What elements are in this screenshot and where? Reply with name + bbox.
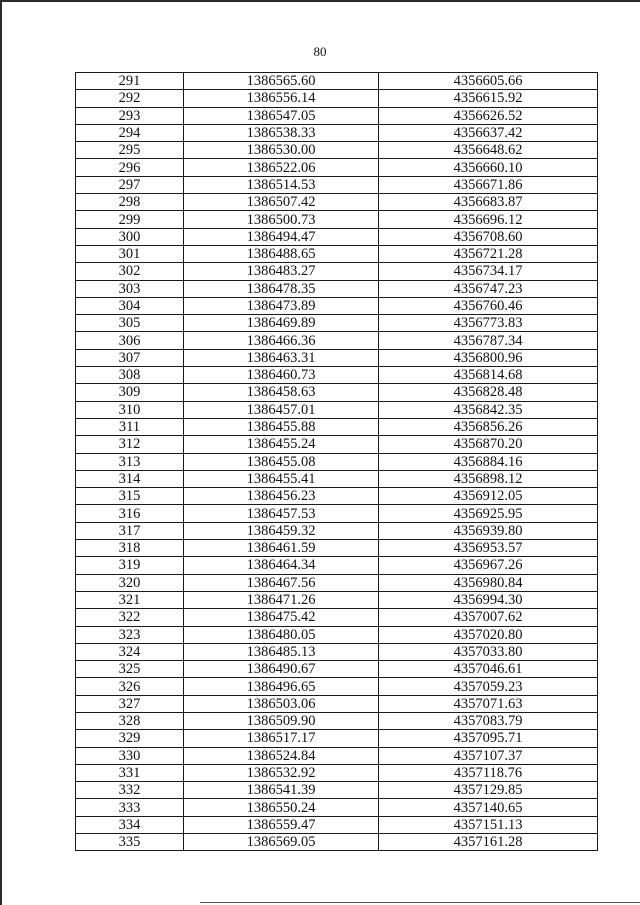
x-coordinate-cell: 1386524.84	[184, 747, 379, 764]
x-coordinate-cell: 1386461.59	[184, 540, 379, 557]
point-number-cell: 328	[76, 712, 184, 729]
table-row	[76, 418, 598, 435]
table-row	[76, 332, 598, 349]
y-coordinate-cell: 4356787.34	[379, 332, 598, 349]
y-coordinate-cell: 4357151.13	[379, 816, 598, 833]
point-number-cell: 295	[76, 142, 184, 159]
y-coordinate-cell: 4356939.80	[379, 522, 598, 539]
point-number-cell: 298	[76, 194, 184, 211]
x-coordinate-cell: 1386455.24	[184, 436, 379, 453]
point-number-cell: 334	[76, 816, 184, 833]
y-coordinate-cell: 4356912.05	[379, 488, 598, 505]
table-row	[76, 730, 598, 747]
x-coordinate-cell: 1386550.24	[184, 799, 379, 816]
y-coordinate-cell: 4357095.71	[379, 730, 598, 747]
point-number-cell: 292	[76, 90, 184, 107]
table-row	[76, 159, 598, 176]
x-coordinate-cell: 1386494.47	[184, 228, 379, 245]
x-coordinate-cell: 1386471.26	[184, 591, 379, 608]
y-coordinate-cell: 4356637.42	[379, 124, 598, 141]
table-row	[76, 747, 598, 764]
y-coordinate-cell: 4357020.80	[379, 626, 598, 643]
y-coordinate-cell: 4356870.20	[379, 436, 598, 453]
table-row	[76, 488, 598, 505]
point-number-cell: 323	[76, 626, 184, 643]
y-coordinate-cell: 4356626.52	[379, 107, 598, 124]
x-coordinate-cell: 1386547.05	[184, 107, 379, 124]
point-number-cell: 301	[76, 245, 184, 262]
y-coordinate-cell: 4356925.95	[379, 505, 598, 522]
point-number-cell: 307	[76, 349, 184, 366]
x-coordinate-cell: 1386467.56	[184, 574, 379, 591]
x-coordinate-cell: 1386459.32	[184, 522, 379, 539]
point-number-cell: 327	[76, 695, 184, 712]
y-coordinate-cell: 4356683.87	[379, 194, 598, 211]
table-row	[76, 782, 598, 799]
x-coordinate-cell: 1386503.06	[184, 695, 379, 712]
y-coordinate-cell: 4357046.61	[379, 661, 598, 678]
x-coordinate-cell: 1386469.89	[184, 315, 379, 332]
point-number-cell: 335	[76, 834, 184, 851]
point-number-cell: 310	[76, 401, 184, 418]
x-coordinate-cell: 1386455.88	[184, 418, 379, 435]
table-row	[76, 90, 598, 107]
y-coordinate-cell: 4356734.17	[379, 263, 598, 280]
point-number-cell: 320	[76, 574, 184, 591]
y-coordinate-cell: 4356898.12	[379, 470, 598, 487]
table-row	[76, 297, 598, 314]
x-coordinate-cell: 1386532.92	[184, 764, 379, 781]
table-row	[76, 124, 598, 141]
y-coordinate-cell: 4357140.65	[379, 799, 598, 816]
y-coordinate-cell: 4356994.30	[379, 591, 598, 608]
y-coordinate-cell: 4356980.84	[379, 574, 598, 591]
point-number-cell: 303	[76, 280, 184, 297]
x-coordinate-cell: 1386517.17	[184, 730, 379, 747]
x-coordinate-cell: 1386496.65	[184, 678, 379, 695]
x-coordinate-cell: 1386488.65	[184, 245, 379, 262]
table-row	[76, 695, 598, 712]
x-coordinate-cell: 1386466.36	[184, 332, 379, 349]
y-coordinate-cell: 4357083.79	[379, 712, 598, 729]
table-row	[76, 176, 598, 193]
x-coordinate-cell: 1386565.60	[184, 73, 379, 90]
table-row	[76, 245, 598, 262]
y-coordinate-cell: 4356747.23	[379, 280, 598, 297]
point-number-cell: 314	[76, 470, 184, 487]
point-number-cell: 304	[76, 297, 184, 314]
x-coordinate-cell: 1386530.00	[184, 142, 379, 159]
y-coordinate-cell: 4357071.63	[379, 695, 598, 712]
table-row	[76, 401, 598, 418]
y-coordinate-cell: 4356660.10	[379, 159, 598, 176]
point-number-cell: 291	[76, 73, 184, 90]
x-coordinate-cell: 1386455.41	[184, 470, 379, 487]
table-row	[76, 764, 598, 781]
x-coordinate-cell: 1386538.33	[184, 124, 379, 141]
y-coordinate-cell: 4356856.26	[379, 418, 598, 435]
table-row	[76, 626, 598, 643]
table-row	[76, 574, 598, 591]
table-row	[76, 557, 598, 574]
point-number-cell: 326	[76, 678, 184, 695]
point-number-cell: 302	[76, 263, 184, 280]
point-number-cell: 296	[76, 159, 184, 176]
point-number-cell: 330	[76, 747, 184, 764]
table-row	[76, 73, 598, 90]
table-row	[76, 834, 598, 851]
point-number-cell: 332	[76, 782, 184, 799]
point-number-cell: 317	[76, 522, 184, 539]
x-coordinate-cell: 1386556.14	[184, 90, 379, 107]
point-number-cell: 312	[76, 436, 184, 453]
point-number-cell: 325	[76, 661, 184, 678]
point-number-cell: 300	[76, 228, 184, 245]
table-row	[76, 280, 598, 297]
x-coordinate-cell: 1386464.34	[184, 557, 379, 574]
table-row	[76, 263, 598, 280]
x-coordinate-cell: 1386569.05	[184, 834, 379, 851]
table-row	[76, 661, 598, 678]
x-coordinate-cell: 1386463.31	[184, 349, 379, 366]
x-coordinate-cell: 1386509.90	[184, 712, 379, 729]
table-row	[76, 453, 598, 470]
x-coordinate-cell: 1386541.39	[184, 782, 379, 799]
point-number-cell: 315	[76, 488, 184, 505]
x-coordinate-cell: 1386507.42	[184, 194, 379, 211]
y-coordinate-cell: 4356967.26	[379, 557, 598, 574]
table-row	[76, 194, 598, 211]
y-coordinate-cell: 4357118.76	[379, 764, 598, 781]
x-coordinate-cell: 1386475.42	[184, 609, 379, 626]
x-coordinate-cell: 1386485.13	[184, 643, 379, 660]
y-coordinate-cell: 4356884.16	[379, 453, 598, 470]
x-coordinate-cell: 1386455.08	[184, 453, 379, 470]
table-row	[76, 609, 598, 626]
y-coordinate-cell: 4356708.60	[379, 228, 598, 245]
x-coordinate-cell: 1386457.53	[184, 505, 379, 522]
y-coordinate-cell: 4356648.62	[379, 142, 598, 159]
y-coordinate-cell: 4356615.92	[379, 90, 598, 107]
x-coordinate-cell: 1386456.23	[184, 488, 379, 505]
x-coordinate-cell: 1386483.27	[184, 263, 379, 280]
x-coordinate-cell: 1386457.01	[184, 401, 379, 418]
point-number-cell: 319	[76, 557, 184, 574]
point-number-cell: 331	[76, 764, 184, 781]
scan-border-top	[0, 0, 640, 2]
point-number-cell: 305	[76, 315, 184, 332]
point-number-cell: 329	[76, 730, 184, 747]
y-coordinate-cell: 4356800.96	[379, 349, 598, 366]
point-number-cell: 294	[76, 124, 184, 141]
table-row	[76, 816, 598, 833]
point-number-cell: 308	[76, 367, 184, 384]
y-coordinate-cell: 4357161.28	[379, 834, 598, 851]
table-row	[76, 142, 598, 159]
table-row	[76, 436, 598, 453]
x-coordinate-cell: 1386458.63	[184, 384, 379, 401]
table-row	[76, 367, 598, 384]
y-coordinate-cell: 4356814.68	[379, 367, 598, 384]
y-coordinate-cell: 4357033.80	[379, 643, 598, 660]
point-number-cell: 311	[76, 418, 184, 435]
scan-border-left	[0, 0, 2, 905]
y-coordinate-cell: 4356760.46	[379, 297, 598, 314]
point-number-cell: 316	[76, 505, 184, 522]
point-number-cell: 318	[76, 540, 184, 557]
y-coordinate-cell: 4357007.62	[379, 609, 598, 626]
y-coordinate-cell: 4356721.28	[379, 245, 598, 262]
page-number: 80	[313, 44, 327, 59]
table-row	[76, 591, 598, 608]
point-number-cell: 324	[76, 643, 184, 660]
x-coordinate-cell: 1386473.89	[184, 297, 379, 314]
table-row	[76, 384, 598, 401]
y-coordinate-cell: 4356953.57	[379, 540, 598, 557]
table-row	[76, 505, 598, 522]
x-coordinate-cell: 1386490.67	[184, 661, 379, 678]
y-coordinate-cell: 4356828.48	[379, 384, 598, 401]
y-coordinate-cell: 4357107.37	[379, 747, 598, 764]
x-coordinate-cell: 1386500.73	[184, 211, 379, 228]
point-number-cell: 333	[76, 799, 184, 816]
point-number-cell: 321	[76, 591, 184, 608]
table-row	[76, 799, 598, 816]
point-number-cell: 293	[76, 107, 184, 124]
x-coordinate-cell: 1386460.73	[184, 367, 379, 384]
y-coordinate-cell: 4357059.23	[379, 678, 598, 695]
x-coordinate-cell: 1386522.06	[184, 159, 379, 176]
table-row	[76, 712, 598, 729]
coordinates-table	[75, 72, 598, 851]
x-coordinate-cell: 1386559.47	[184, 816, 379, 833]
table-row	[76, 540, 598, 557]
y-coordinate-cell: 4356671.86	[379, 176, 598, 193]
y-coordinate-cell: 4356696.12	[379, 211, 598, 228]
coordinates-table-body	[76, 73, 598, 851]
point-number-cell: 297	[76, 176, 184, 193]
x-coordinate-cell: 1386480.05	[184, 626, 379, 643]
y-coordinate-cell: 4356842.35	[379, 401, 598, 418]
table-row	[76, 470, 598, 487]
point-number-cell: 322	[76, 609, 184, 626]
point-number-cell: 309	[76, 384, 184, 401]
scan-border-bottom	[200, 902, 640, 903]
x-coordinate-cell: 1386478.35	[184, 280, 379, 297]
y-coordinate-cell: 4357129.85	[379, 782, 598, 799]
table-row	[76, 228, 598, 245]
table-row	[76, 107, 598, 124]
table-row	[76, 678, 598, 695]
table-row	[76, 643, 598, 660]
table-row	[76, 349, 598, 366]
point-number-cell: 299	[76, 211, 184, 228]
table-row	[76, 522, 598, 539]
point-number-cell: 306	[76, 332, 184, 349]
y-coordinate-cell: 4356773.83	[379, 315, 598, 332]
table-row	[76, 315, 598, 332]
x-coordinate-cell: 1386514.53	[184, 176, 379, 193]
y-coordinate-cell: 4356605.66	[379, 73, 598, 90]
table-row	[76, 211, 598, 228]
point-number-cell: 313	[76, 453, 184, 470]
